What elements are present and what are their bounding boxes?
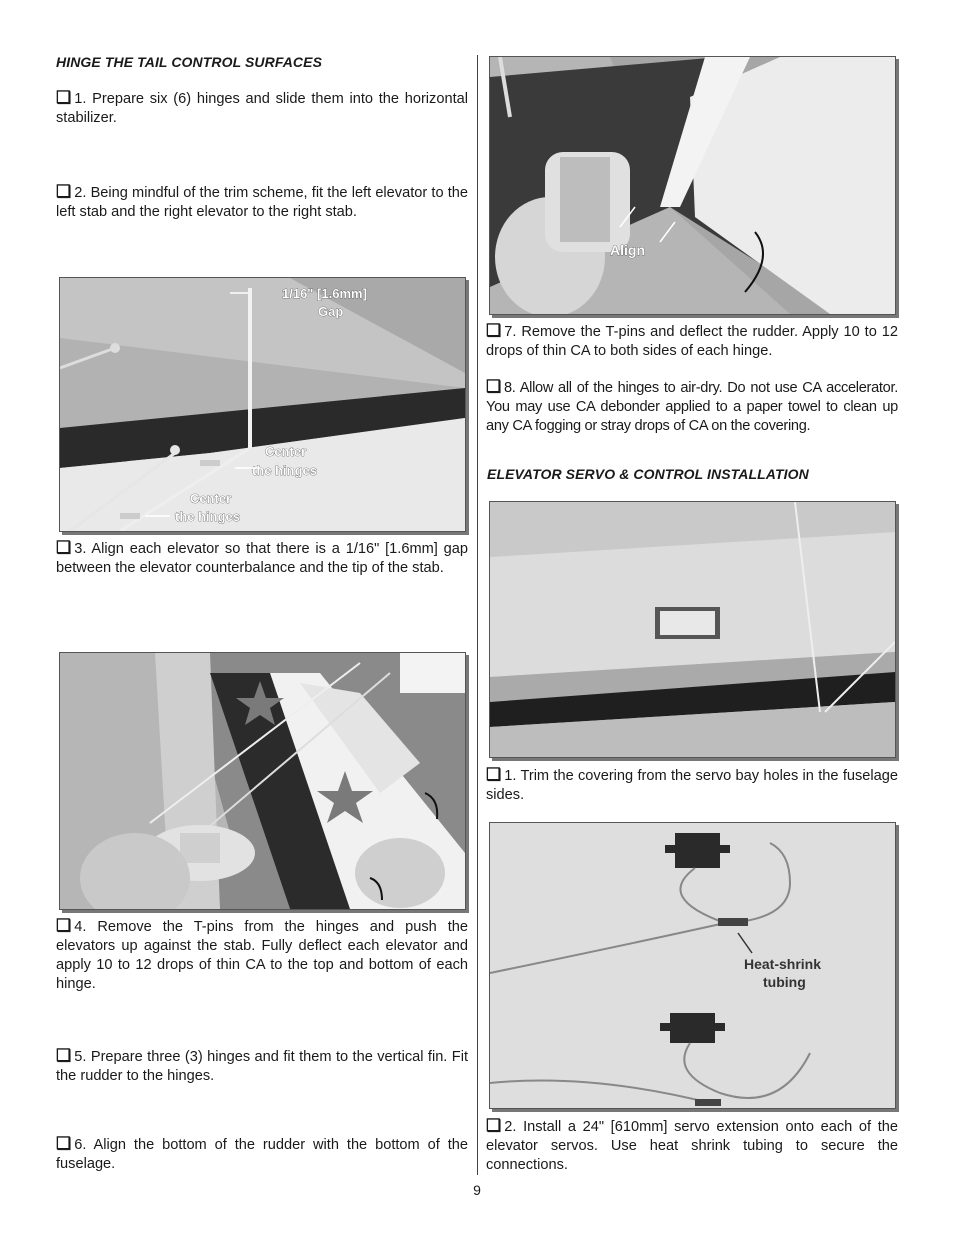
step-text: 7. Remove the T-pins and deflect the rudder. Apply 10 to 12 drops of thin CA to both sides of each hinge. <box>486 324 898 359</box>
checkbox-icon[interactable]: ❑ <box>56 182 72 201</box>
step-text: 1. Prepare six (6) hinges and slide them into the horizontal stabilizer. <box>56 91 468 126</box>
step-right-8 <box>486 379 898 436</box>
step-left-6 <box>56 1136 468 1174</box>
photo-ca-elevators <box>59 652 466 910</box>
label-center-a2: the hinges <box>252 463 318 478</box>
checkbox-icon[interactable]: ❑ <box>486 377 501 396</box>
step-text: 1. Trim the covering from the servo bay holes in the fuselage sides. <box>486 768 898 803</box>
step-text: 6. Align the bottom of the rudder with the bottom of the fuselage. <box>56 1137 468 1172</box>
heat-shrink-tubing <box>718 918 748 926</box>
step-left-5 <box>56 1048 468 1086</box>
step-text: 2. Install a 24" [610mm] servo extension onto each of the elevator servos. Use heat shrink tubing to secure the connections. <box>486 1119 898 1173</box>
step-right-7 <box>486 323 898 361</box>
label-center-b1: Center <box>190 491 232 506</box>
section-heading-elevator-servo: ELEVATOR SERVO & CONTROL INSTALLATION <box>487 466 809 482</box>
checkbox-icon[interactable]: ❑ <box>56 916 72 935</box>
label-center-b2: the hinges <box>175 509 241 524</box>
step-left-2 <box>56 184 468 222</box>
label-heat-shrink-2: tubing <box>763 974 806 990</box>
step-left-1 <box>56 90 468 128</box>
label-gap-1: 1/16" [1.6mm] <box>282 286 367 301</box>
step-text: 4. Remove the T-pins from the hinges and push the elevators up against the stab. Fully deflect each elevator and apply 10 to 12 drops of thin CA to the top and bottom of each hinge. <box>56 919 468 992</box>
checkbox-icon[interactable]: ❑ <box>56 1046 72 1065</box>
checkbox-icon[interactable]: ❑ <box>56 88 72 107</box>
photo-rudder-align <box>489 56 896 315</box>
step-left-4 <box>56 918 468 994</box>
photo-servo-extension <box>489 822 896 1109</box>
column-divider <box>477 55 478 1175</box>
step-right-b2 <box>486 1118 898 1175</box>
label-gap-2: Gap <box>318 304 344 319</box>
checkbox-icon[interactable]: ❑ <box>486 765 502 784</box>
checkbox-icon[interactable]: ❑ <box>56 1134 72 1153</box>
label-heat-shrink-1: Heat-shrink <box>744 956 822 972</box>
step-text: 8. Allow all of the hinges to air-dry. Do not use CA accelerator. You may use CA debonder applied to a paper towel to clean up any CA fogging or stray drops of CA on the covering. <box>486 380 898 434</box>
step-text: 3. Align each elevator so that there is a 1/16" [1.6mm] gap between the elevator counterbalance and the tip of the stab. <box>56 541 468 576</box>
label-align: Align <box>610 242 645 258</box>
step-text: 5. Prepare three (3) hinges and fit them to the vertical fin. Fit the rudder to the hinges. <box>56 1049 468 1084</box>
page-number: 9 <box>473 1182 481 1198</box>
checkbox-icon[interactable]: ❑ <box>486 321 502 340</box>
section-heading-hinge: HINGE THE TAIL CONTROL SURFACES <box>56 54 323 70</box>
step-text: 2. Being mindful of the trim scheme, fit the left elevator to the left stab and the right elevator to the right stab. <box>56 185 468 220</box>
step-right-b1 <box>486 767 898 805</box>
photo-elevator-gap <box>59 277 466 532</box>
step-left-3 <box>56 540 468 578</box>
label-center-a1: Center <box>265 444 307 459</box>
checkbox-icon[interactable]: ❑ <box>56 538 72 557</box>
checkbox-icon[interactable]: ❑ <box>486 1116 502 1135</box>
photo-servo-bay <box>489 501 896 758</box>
